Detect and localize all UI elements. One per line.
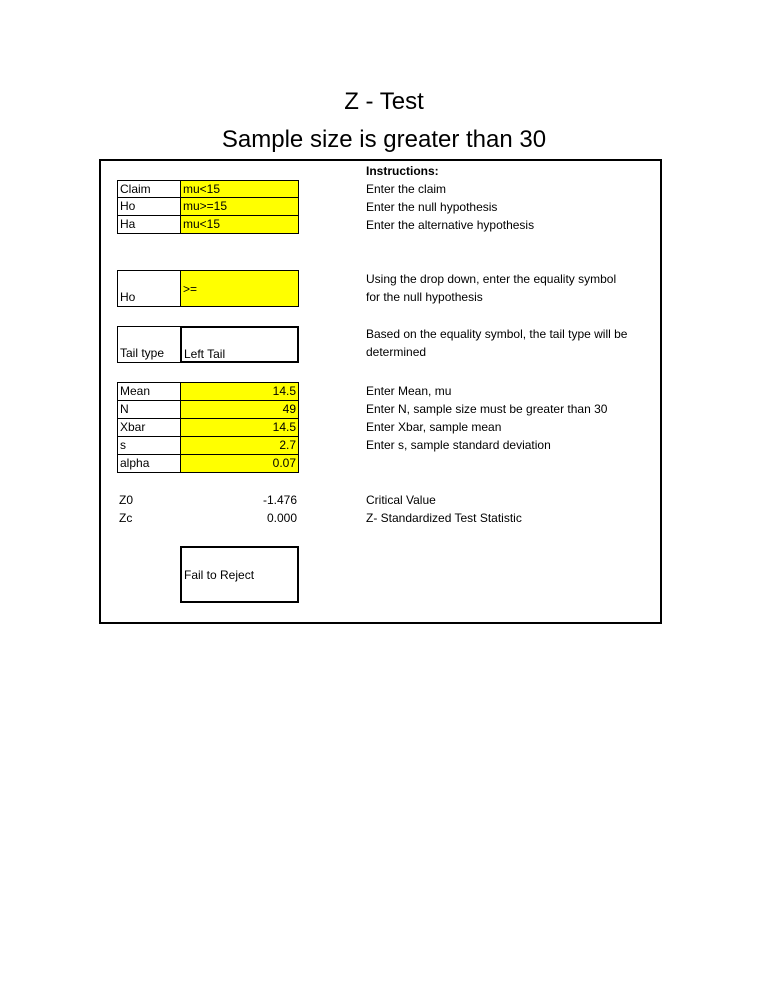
xbar-instruction: Enter Xbar, sample mean	[366, 420, 502, 434]
decision-box: Fail to Reject	[180, 546, 299, 603]
s-label: s	[117, 436, 181, 455]
ho-instruction: Enter the null hypothesis	[366, 200, 498, 214]
alpha-input[interactable]: 0.07	[180, 454, 299, 473]
alpha-label: alpha	[117, 454, 181, 473]
mean-label: Mean	[117, 382, 181, 401]
equality-label: Ho	[117, 270, 181, 307]
claim-input[interactable]: mu<15	[180, 180, 299, 198]
s-input[interactable]: 2.7	[180, 436, 299, 455]
ha-instruction: Enter the alternative hypothesis	[366, 218, 535, 232]
zc-value: 0.000	[266, 511, 297, 525]
tail-instruction-line1: Based on the equality symbol, the tail type will be	[366, 327, 628, 341]
zc-label: Zc	[119, 511, 133, 525]
xbar-input[interactable]: 14.5	[180, 418, 299, 437]
s-instruction: Enter s, sample standard deviation	[366, 438, 551, 452]
xbar-label: Xbar	[117, 418, 181, 437]
equality-instruction-line2: for the null hypothesis	[366, 290, 483, 304]
mean-instruction: Enter Mean, mu	[366, 384, 452, 398]
tail-type-label: Tail type	[117, 326, 181, 363]
z0-label: Z0	[119, 493, 134, 507]
equality-dropdown[interactable]: >=	[180, 270, 299, 307]
page-title: Z - Test	[344, 88, 424, 115]
ha-input[interactable]: mu<15	[180, 215, 299, 234]
z0-value: -1.476	[262, 493, 297, 507]
tail-instruction-line2: determined	[366, 345, 427, 359]
mean-input[interactable]: 14.5	[180, 382, 299, 401]
zc-instruction: Z- Standardized Test Statistic	[366, 511, 522, 525]
n-instruction: Enter N, sample size must be greater than 30	[366, 402, 608, 416]
n-input[interactable]: 49	[180, 400, 299, 419]
page-subtitle: Sample size is greater than 30	[221, 126, 547, 153]
ho-label: Ho	[117, 197, 181, 216]
ho-input[interactable]: mu>=15	[180, 197, 299, 216]
claim-instruction: Enter the claim	[366, 182, 447, 196]
tail-type-value: Left Tail	[180, 326, 299, 363]
instructions-header: Instructions:	[366, 164, 439, 178]
n-label: N	[117, 400, 181, 419]
claim-label: Claim	[117, 180, 181, 198]
z0-instruction: Critical Value	[366, 493, 436, 507]
ha-label: Ha	[117, 215, 181, 234]
equality-instruction-line1: Using the drop down, enter the equality symbol	[366, 272, 617, 286]
